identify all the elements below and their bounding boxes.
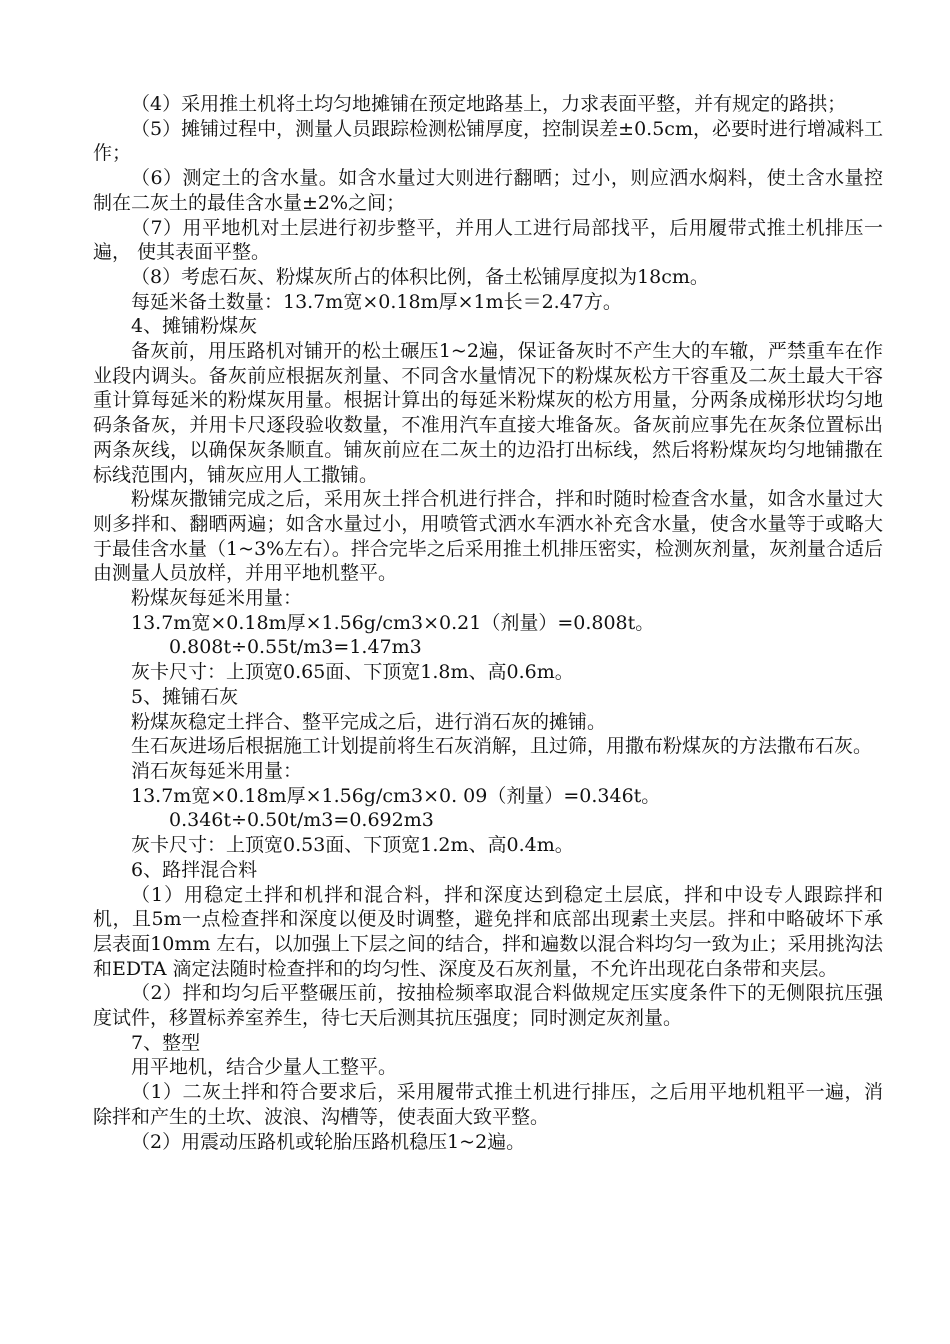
paragraph: （8）考虑石灰、粉煤灰所占的体积比例，备土松铺厚度拟为18cm。: [131, 265, 709, 288]
paragraph: 备灰前，用压路机对铺开的松土碾压1~2遍，保证备灰时不产生大的车辙，严禁重车在作业段内调头。备灰前应根据灰剂量、不同含水量情况下的粉煤灰松方干容重及二灰土最大干容重计算每延米的粉煤灰用量。根据计算出的每延米粉煤灰的松方用量，分两条成梯形状均匀地码条备灰，并用卡尺逐段验收数量，不准用汽车直接大堆备灰。备灰前应事先在灰条位置标出两条灰线，以确保灰条顺直。铺灰前应在二灰土的边沿打出标线，然后将粉煤灰均匀地铺撒在标线范围内，铺灰应用人工撒铺。: [93, 340, 883, 486]
paragraph: 消石灰每延米用量：: [131, 759, 303, 782]
paragraph: 0.808t÷0.55t/m3=1.47m3: [169, 636, 422, 659]
paragraph: 13.7m宽×0.18m厚×1.56g/cm3×0.21（剂量）=0.808t。: [131, 611, 655, 634]
paragraph: （6）测定土的含水量。如含水量过大则进行翻晒；过小，则应洒水焖料，使土含水量控制在二灰土的最佳含水量±2%之间；: [93, 167, 883, 214]
paragraph: 粉煤灰每延米用量：: [131, 587, 303, 610]
paragraph: （2）拌和均匀后平整碾压前，按抽检频率取混合料做规定压实度条件下的无侧限抗压强度试件，移置标养室养生，待七天后测其抗压强度；同时测定灰剂量。: [93, 982, 883, 1030]
paragraph: 用平地机，结合少量人工整平。: [131, 1056, 398, 1079]
paragraph: 粉煤灰撒铺完成之后，采用灰土拌合机进行拌合，拌和时随时检查含水量，如含水量过大则多拌和、翻晒两遍；如含水量过小，用喷管式洒水车洒水补充含水量，使含水量等于或略大于最佳含水量（1~3%左右）。拌合完毕之后采用推土机排压密实，检测灰剂量，灰剂量合适后由测量人员放样，并用平地机整平。: [93, 488, 883, 585]
paragraph: 4、摊铺粉煤灰: [131, 315, 258, 338]
paragraph: 灰卡尺寸：上顶宽0.65面、下顶宽1.8m、高0.6m。: [131, 661, 574, 684]
paragraph: 生石灰进场后根据施工计划提前将生石灰消解，且过筛，用撒布粉煤灰的方法撒布石灰。: [131, 735, 873, 758]
paragraph: （4）采用推土机将土均匀地摊铺在预定地路基上，力求表面平整，并有规定的路拱；: [131, 93, 847, 115]
paragraph: （1）二灰土拌和符合要求后，采用履带式推土机进行排压，之后用平地机粗平一遍，消除拌和产生的土坎、波浪、沟槽等，使表面大致平整。: [93, 1081, 883, 1128]
paragraph: 0.346t÷0.50t/m3=0.692m3: [169, 809, 434, 832]
paragraph: 每延米备土数量：13.7m宽×0.18m厚×1m长＝2.47方。: [131, 290, 622, 313]
paragraph: （1）用稳定土拌和机拌和混合料，拌和深度达到稳定土层底，拌和中设专人跟踪拌和机，且5m一点检查拌和深度以便及时调整，避免拌和底部出现素土夹层。拌和中略破坏下承层表面10mm 左右，以加强上下层之间的结合，拌和遍数以混合料均匀一致为止；采用挑沟法和EDTA 滴定法随时检查拌和的均匀性、深度及石灰剂量，不允许出现花白条带和夹层。: [93, 883, 883, 980]
paragraph: （7）用平地机对土层进行初步整平，并用人工进行局部找平，后用履带式推土机排压一遍， 使其表面平整。: [93, 216, 883, 264]
document-body: [93, 92, 883, 1154]
paragraph: 灰卡尺寸：上顶宽0.53面、下顶宽1.2m、高0.4m。: [131, 834, 574, 857]
paragraph: （5）摊铺过程中，测量人员跟踪检测松铺厚度，控制误差±0.5cm，必要时进行增减料工作；: [93, 117, 883, 165]
paragraph: 5、摊铺石灰: [131, 685, 239, 708]
paragraph: 粉煤灰稳定土拌合、整平完成之后，进行消石灰的摊铺。: [131, 710, 607, 733]
paragraph: 6、路拌混合料: [131, 858, 258, 881]
paragraph: 7、整型: [131, 1031, 201, 1054]
paragraph: （2）用震动压路机或轮胎压路机稳压1~2遍。: [131, 1130, 526, 1153]
paragraph: 13.7m宽×0.18m厚×1.56g/cm3×0. 09（剂量）=0.346t。: [131, 784, 661, 807]
